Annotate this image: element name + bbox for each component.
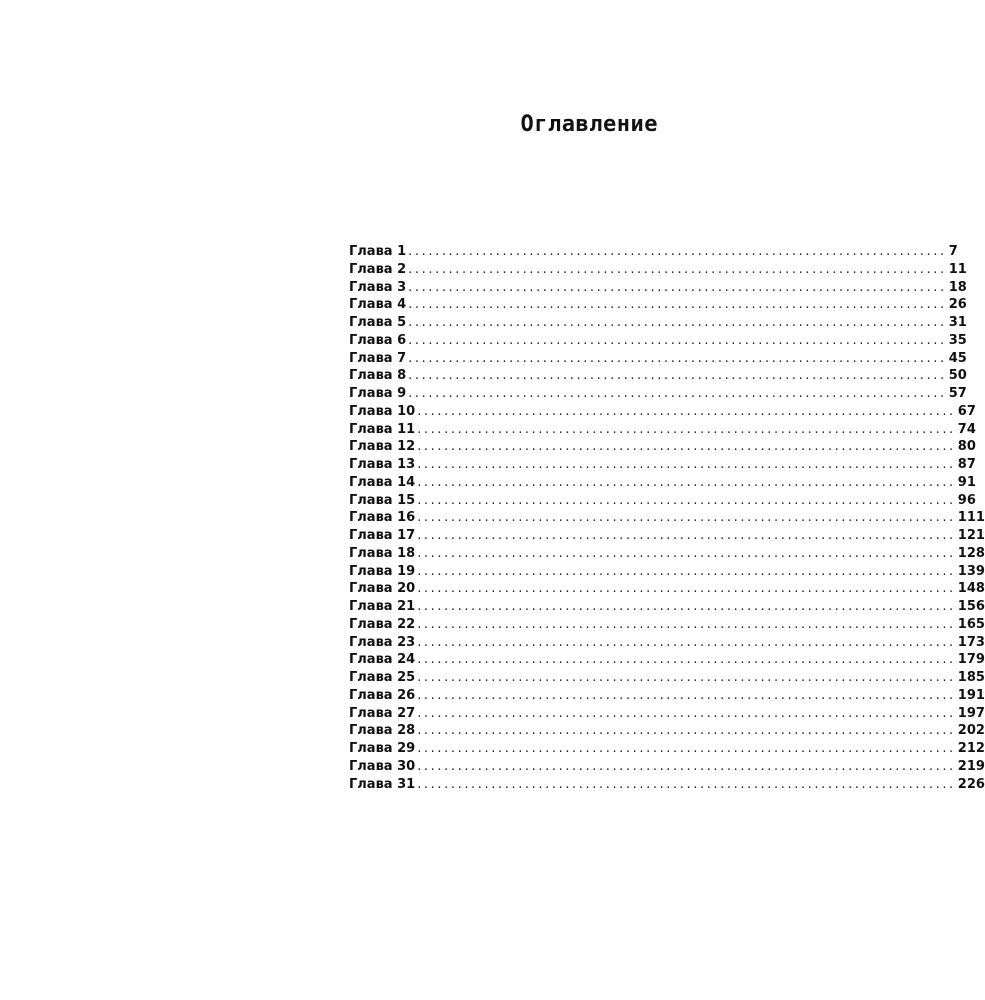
toc-entry-label: Глава 24 xyxy=(349,652,416,668)
toc-entry-page-number: 96 xyxy=(957,492,976,508)
toc-entry[interactable] xyxy=(349,279,967,297)
toc-entry-page-number: 219 xyxy=(957,758,985,774)
toc-entry-page-number: 7 xyxy=(948,244,958,259)
dot-leader: ................................................................................ xyxy=(417,439,956,455)
toc-entry-page-number: 173 xyxy=(957,634,985,650)
toc-entry-label: Глава 21 xyxy=(349,599,416,614)
toc-entry-label: Глава 29 xyxy=(349,741,416,756)
toc-entry-page-number: 26 xyxy=(948,297,967,313)
dot-leader: ................................................................................ xyxy=(408,350,947,366)
toc-entry-label: Глава 11 xyxy=(349,421,416,437)
toc-entry-label: Глава 5 xyxy=(349,315,407,330)
toc-entry-label: Глава 28 xyxy=(349,723,416,739)
toc-entry[interactable] xyxy=(349,438,976,456)
toc-entry-page-number: 31 xyxy=(948,315,967,330)
dot-leader: ................................................................................ xyxy=(417,705,956,721)
toc-entry-page-number: 202 xyxy=(957,723,985,739)
toc-entry[interactable] xyxy=(349,687,985,705)
page-title: Оглавление xyxy=(520,112,658,137)
dot-leader: ................................................................................ xyxy=(408,244,947,259)
toc-entry[interactable] xyxy=(349,722,985,740)
toc-entry-page-number: 191 xyxy=(957,687,985,703)
dot-leader: ................................................................................ xyxy=(408,332,947,348)
dot-leader: ................................................................................ xyxy=(408,279,947,295)
dot-leader: ................................................................................ xyxy=(417,723,956,739)
toc-entry[interactable] xyxy=(349,527,985,545)
toc-entry-page-number: 148 xyxy=(957,581,985,597)
toc-entry-label: Глава 23 xyxy=(349,634,416,650)
dot-leader: ................................................................................ xyxy=(408,261,947,277)
dot-leader: ................................................................................ xyxy=(417,403,956,419)
toc-entry-page-number: 57 xyxy=(948,386,967,401)
toc-entry-label: Глава 16 xyxy=(349,510,416,526)
toc-entry-page-number: 45 xyxy=(948,350,967,366)
toc-entry-page-number: 121 xyxy=(957,528,985,543)
toc-entry-label: Глава 3 xyxy=(349,279,407,295)
toc-entry[interactable] xyxy=(349,545,985,563)
dot-leader: ................................................................................ xyxy=(417,492,956,508)
toc-entry-page-number: 80 xyxy=(957,439,976,455)
toc-entry-label: Глава 30 xyxy=(349,758,416,774)
toc-entry-label: Глава 20 xyxy=(349,581,416,597)
toc-entry[interactable] xyxy=(349,296,967,314)
dot-leader: ................................................................................ xyxy=(408,386,947,401)
toc-entry-label: Глава 9 xyxy=(349,386,407,401)
toc-entry-page-number: 74 xyxy=(957,421,976,437)
dot-leader: ................................................................................ xyxy=(408,315,947,330)
dot-leader: ................................................................................ xyxy=(417,599,956,614)
table-of-contents xyxy=(349,243,985,793)
toc-entry-label: Глава 6 xyxy=(349,332,407,348)
toc-entry[interactable] xyxy=(349,261,967,279)
dot-leader: ................................................................................ xyxy=(417,687,956,703)
toc-entry[interactable] xyxy=(349,563,985,581)
toc-entry-label: Глава 19 xyxy=(349,563,416,579)
toc-entry-label: Глава 1 xyxy=(349,244,407,259)
toc-entry[interactable] xyxy=(349,509,985,527)
dot-leader: ................................................................................ xyxy=(417,545,956,561)
toc-entry[interactable] xyxy=(349,669,985,687)
toc-entry-page-number: 156 xyxy=(957,599,985,614)
toc-entry-page-number: 185 xyxy=(957,670,985,685)
toc-entry-label: Глава 2 xyxy=(349,261,407,277)
toc-entry[interactable] xyxy=(349,243,958,261)
toc-entry-label: Глава 22 xyxy=(349,616,416,632)
toc-entry-label: Глава 15 xyxy=(349,492,416,508)
toc-entry-page-number: 18 xyxy=(948,279,967,295)
toc-entry-page-number: 91 xyxy=(957,474,976,490)
toc-entry-label: Глава 7 xyxy=(349,350,407,366)
toc-entry[interactable] xyxy=(349,492,976,510)
toc-entry-label: Глава 26 xyxy=(349,687,416,703)
toc-entry[interactable] xyxy=(349,651,985,669)
toc-entry-page-number: 165 xyxy=(957,616,985,632)
toc-entry-page-number: 212 xyxy=(957,741,985,756)
toc-entry[interactable] xyxy=(349,705,985,723)
toc-entry-page-number: 67 xyxy=(957,403,976,419)
toc-entry[interactable] xyxy=(349,367,967,385)
dot-leader: ................................................................................ xyxy=(417,528,956,543)
dot-leader: ................................................................................ xyxy=(417,776,956,792)
toc-entry-label: Глава 27 xyxy=(349,705,416,721)
toc-entry-label: Глава 12 xyxy=(349,439,416,455)
toc-entry[interactable] xyxy=(349,314,967,332)
toc-entry-page-number: 11 xyxy=(948,261,967,277)
toc-entry-page-number: 35 xyxy=(948,332,967,348)
dot-leader: ................................................................................ xyxy=(417,510,956,526)
toc-entry-page-number: 197 xyxy=(957,705,985,721)
toc-entry-label: Глава 8 xyxy=(349,368,407,384)
toc-entry-label: Глава 18 xyxy=(349,545,416,561)
dot-leader: ................................................................................ xyxy=(417,616,956,632)
toc-entry-page-number: 128 xyxy=(957,545,985,561)
dot-leader: ................................................................................ xyxy=(417,421,956,437)
toc-entry[interactable] xyxy=(349,456,976,474)
toc-entry[interactable] xyxy=(349,634,985,652)
toc-entry-page-number: 50 xyxy=(948,368,967,384)
toc-entry[interactable] xyxy=(349,385,967,403)
toc-entry-label: Глава 31 xyxy=(349,776,416,792)
dot-leader: ................................................................................ xyxy=(417,581,956,597)
dot-leader: ................................................................................ xyxy=(408,297,947,313)
toc-entry[interactable] xyxy=(349,740,985,758)
toc-entry[interactable] xyxy=(349,598,985,616)
toc-entry-page-number: 179 xyxy=(957,652,985,668)
dot-leader: ................................................................................ xyxy=(408,368,947,384)
toc-entry[interactable] xyxy=(349,403,976,421)
dot-leader: ................................................................................ xyxy=(417,634,956,650)
dot-leader: ................................................................................ xyxy=(417,652,956,668)
toc-entry[interactable] xyxy=(349,580,985,598)
toc-entry-page-number: 226 xyxy=(957,776,985,792)
toc-entry[interactable] xyxy=(349,616,985,634)
dot-leader: ................................................................................ xyxy=(417,741,956,756)
toc-entry-label: Глава 17 xyxy=(349,528,416,543)
toc-entry-label: Глава 14 xyxy=(349,474,416,490)
toc-entry-page-number: 139 xyxy=(957,563,985,579)
toc-entry[interactable] xyxy=(349,350,967,368)
toc-entry-label: Глава 4 xyxy=(349,297,407,313)
dot-leader: ................................................................................ xyxy=(417,457,956,472)
dot-leader: ................................................................................ xyxy=(417,474,956,490)
toc-entry-page-number: 111 xyxy=(957,510,985,526)
toc-entry[interactable] xyxy=(349,776,985,794)
toc-entry[interactable] xyxy=(349,758,985,776)
toc-entry[interactable] xyxy=(349,474,976,492)
toc-entry-label: Глава 13 xyxy=(349,457,416,472)
toc-entry[interactable] xyxy=(349,421,976,439)
dot-leader: ................................................................................ xyxy=(417,670,956,685)
toc-entry[interactable] xyxy=(349,332,967,350)
toc-entry-label: Глава 10 xyxy=(349,403,416,419)
toc-entry-label: Глава 25 xyxy=(349,670,416,685)
toc-entry-page-number: 87 xyxy=(957,457,976,472)
dot-leader: ................................................................................ xyxy=(417,758,956,774)
dot-leader: ................................................................................ xyxy=(417,563,956,579)
